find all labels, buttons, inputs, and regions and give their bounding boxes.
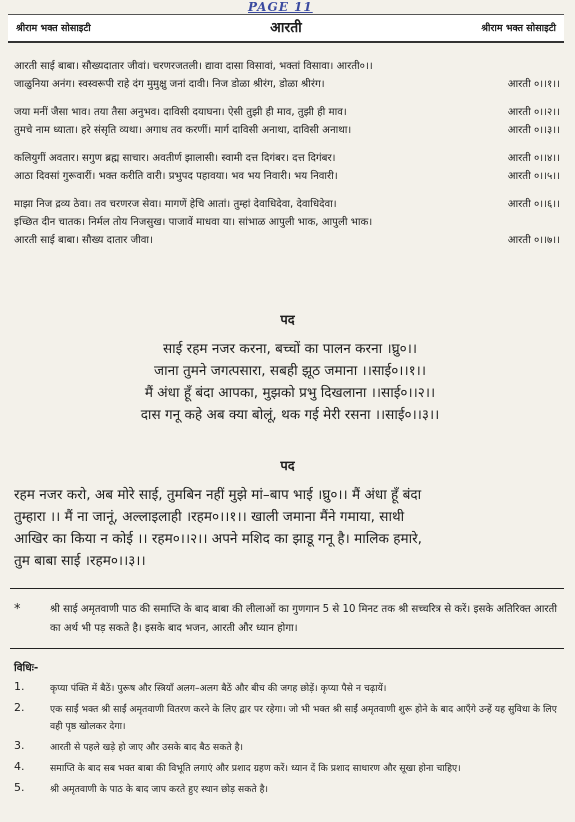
aarti-section [14, 58, 562, 250]
vidhi-step [14, 781, 566, 798]
divider-line [10, 588, 564, 589]
pad-title-2: पद [280, 459, 295, 474]
vidhi-step [14, 739, 566, 756]
aarti-stanza [14, 104, 562, 140]
aarti-line [14, 196, 562, 214]
pad-line: आखिर का किया न कोई ।। रहम०।।२।। अपने मशिद का झाडू गनू है। मालिक हमारे, [14, 531, 422, 547]
step-text: श्री अमृतवाणी के पाठ के बाद जाप करते हुए स्थान छोड़ सकते है। [50, 784, 269, 795]
note-asterisk: * [14, 602, 21, 617]
pad-section-1 [20, 338, 560, 426]
aarti-line-text: आरती साई बाबा। सौख्य दातार जीवा। [14, 235, 153, 246]
aarti-line-text: आठा दिवसां गुरूवारीं। भक्त करीति वारी। प्रभुपद पहावया। भव भय निवारी। भय निवारी। [14, 171, 338, 182]
pad-line: रहम नजर करो, अब मोरे साई, तुमबिन नहीं मुझे मां–बाप भाई ।घ्रु०।। मैं अंधा हूँ बंदा [14, 487, 422, 503]
aarti-line-text: इच्छित दीन चातक। निर्मल तोय निजसुख। पाजावें माधवा या। सांभाळ आपुली भाक, आपुली भाक। [14, 217, 373, 228]
aarti-line-text: तुमचे नाम ध्याता। हरे संसृति व्यथा। अगाध तव करणीं। मार्ग दाविसी अनाथा, दाविसी अनाथा। [14, 125, 352, 136]
aarti-line [14, 214, 562, 232]
header-society-left: श्रीराम भक्त सोसाइटी [16, 23, 91, 34]
pad-line: दास गनू कहे अब क्या बोलूं, थक गई मेरी रसना ।।साई०।।३।। [140, 407, 440, 423]
aarti-line [14, 104, 562, 122]
step-text: समाप्ति के बाद सब भक्त बाबा की विभूति लगाएं और प्रशाद ग्रहण करें। ध्यान दें कि प्रशाद साधारण और सूखा होना चाहिए। [50, 763, 461, 774]
aarti-refrain: आरती ०।।३।। [507, 125, 560, 136]
pad-line: मैं अंधा हूँ बंदा आपका, मुझको प्रभु दिखलाना ।।साई०।।२।। [144, 385, 436, 401]
step-number: 4. [14, 760, 25, 773]
vidhi-step [14, 760, 566, 777]
pad-line: तुम्हारा ।। मैं ना जानूं, अल्लाइलाही ।रहम०।।१।। खाली जमाना मैंने गमाया, साथी [14, 509, 405, 525]
aarti-line [14, 122, 562, 140]
aarti-stanza [14, 150, 562, 186]
step-number: 5. [14, 781, 25, 794]
aarti-line-text: कलियुगीं अवतार। सगुण ब्रह्म साचार। अवतीर्ण झालासी। स्वामी दत्त दिगंबर। दत्त दिगंबर। [14, 153, 336, 164]
aarti-line-text: जया मनीं जैसा भाव। तया तैसा अनुभव। दाविसी दयाघना। ऐसी तुझी ही माव, तुझी ही माव। [14, 107, 347, 118]
pad-line: तुम बाबा साई ।रहम०।।३।। [14, 553, 146, 569]
aarti-line [14, 168, 562, 186]
vidhi-step [14, 680, 566, 697]
pad-line: साई रहम नजर करना, बच्चों का पालन करना ।घ्रु०।। [162, 341, 418, 357]
aarti-line-text: आरती साई बाबा। सौख्यदातार जीवां। चरणरजतली। द्यावा दासा विसावां, भक्तां विसावा। आरती०।। [14, 61, 373, 72]
step-text: आरती से पहले खड़े हो जाए और उसके बाद बैठ सकते है। [50, 742, 244, 753]
header-title: आरती [270, 20, 302, 36]
step-text: कृप्या पंक्ति में बैठें। पुरूष और स्त्रियाँ अलग–अलग बैठें और बीच की जगह छोड़ें। कृप्या पैसे न चढ़ायें। [50, 683, 387, 694]
aarti-refrain: आरती ०।।७।। [507, 235, 560, 246]
step-number: 1. [14, 680, 25, 693]
aarti-stanza [14, 196, 562, 250]
step-number: 2. [14, 701, 25, 714]
aarti-refrain: आरती ०।।५।। [507, 171, 560, 182]
step-number: 3. [14, 739, 25, 752]
step-text: एक साईं भक्त श्री साईं अमृतवाणी वितरण करने के लिए द्वार पर रहेगा। जो भी भक्त श्री साईं अमृतवाणी शुरू होने के बाद आएँगे उन्हें यह सुविधा के लिए वही पृष्ठ खोलकर देगा। [50, 704, 557, 732]
aarti-refrain: आरती ०।।१।। [507, 79, 560, 90]
aarti-stanza [14, 58, 562, 94]
aarti-line-text: जाळुनिया अनंग। स्वस्वरूपी राहे दंग मुमुक्षु जनां दावी। निज डोळा श्रीरंग, डोळा श्रीरंग। [14, 79, 325, 90]
pad-title-1: पद [280, 313, 295, 328]
divider-line [10, 648, 564, 649]
pad-section-2 [14, 484, 566, 572]
vidhi-title: विधिः- [14, 662, 39, 674]
vidhi-steps [14, 680, 566, 802]
aarti-line [14, 150, 562, 168]
aarti-line [14, 232, 562, 250]
page-number-label: PAGE 11 [248, 0, 313, 14]
aarti-line-text: माझा निज द्रव्य ठेवा। तव चरणरज सेवा। मागणें हेचि आतां। तुम्हां देवाधिदेवा, देवाधिदेवा। [14, 199, 337, 210]
aarti-line [14, 58, 562, 76]
vidhi-step [14, 701, 566, 735]
page-header [8, 14, 564, 43]
note-text: श्री साई अमृतवाणी पाठ की समाप्ति के बाद बाबा की लीलाओं का गुणगान 5 से 10 मिनट तक श्री सच्चरित्र से करें। इसके अतिरिक्त आरती का अर्थ भी पड़ सकते है। इसके बाद भजन, आरती और ध्यान होगा। [50, 604, 557, 634]
pad-line: जाना तुमने जगत्पसारा, सबही झूठ जमाना ।।साई०।।१।। [154, 363, 426, 379]
aarti-refrain: आरती ०।।४।। [507, 153, 560, 164]
aarti-refrain: आरती ०।।२।। [507, 107, 560, 118]
aarti-refrain: आरती ०।।६।। [507, 199, 560, 210]
header-society-right: श्रीराम भक्त सोसाइटी [481, 23, 556, 34]
aarti-line [14, 76, 562, 94]
